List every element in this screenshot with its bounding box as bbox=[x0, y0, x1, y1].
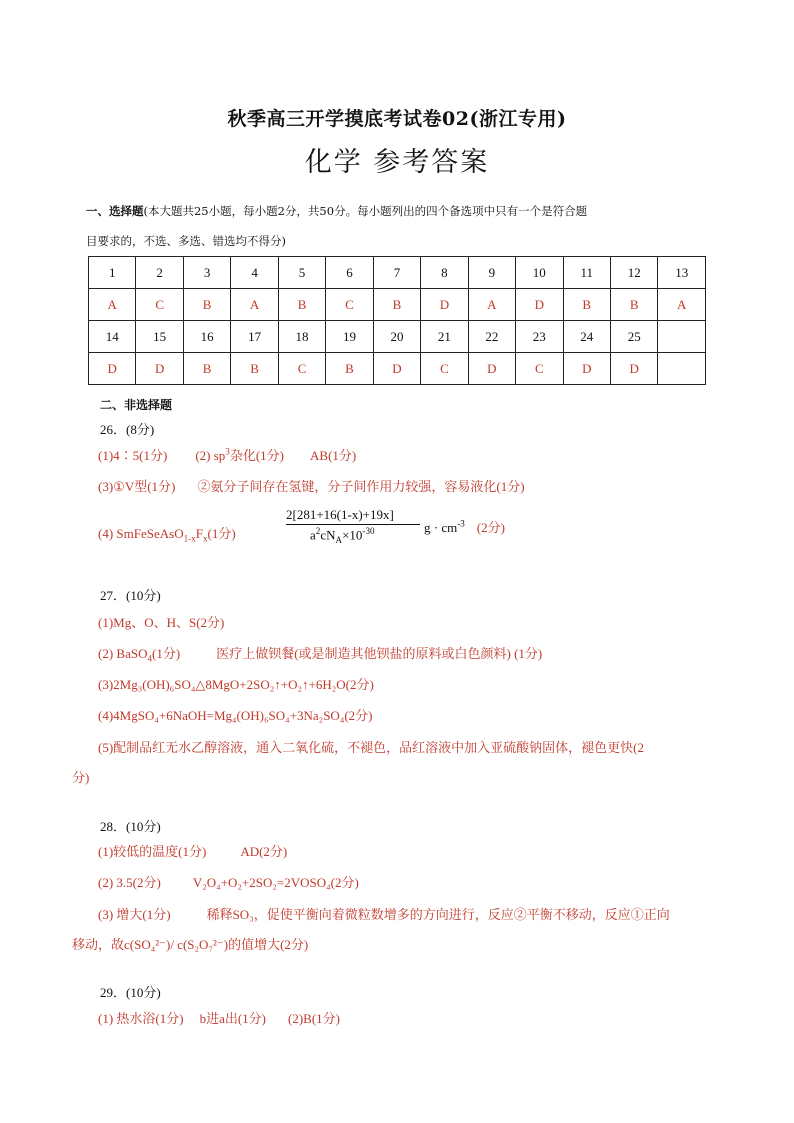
q27-line4: (4)4MgSO₄+6NaOH=Mg₄(OH)₆SO₄+3Na₂SO₄(2分) bbox=[98, 708, 373, 723]
question-number-row bbox=[89, 257, 706, 289]
answer-cell: A bbox=[658, 289, 706, 321]
q27-line3: (3)2Mg₃(OH)₆SO₄△8MgO+2SO₂↑+O₂↑+6H₂O(2分) bbox=[98, 677, 374, 692]
answer-cell: D bbox=[136, 353, 183, 385]
exam-title: 秋季高三开学摸底考试卷02(浙江专用) bbox=[227, 108, 567, 130]
question-number-cell: 11 bbox=[563, 257, 610, 289]
answer-cell: D bbox=[89, 353, 136, 385]
question-number-cell: 7 bbox=[373, 257, 420, 289]
answer-cell: D bbox=[373, 353, 420, 385]
answer-cell: A bbox=[231, 289, 278, 321]
answer-cell: B bbox=[231, 353, 278, 385]
question-number-cell: 12 bbox=[610, 257, 657, 289]
answer-cell: A bbox=[89, 289, 136, 321]
answer-row bbox=[89, 353, 706, 385]
question-number-cell: 21 bbox=[421, 321, 468, 353]
q26-line2 bbox=[98, 476, 525, 495]
formula-numerator: 2[281+16(1-x)+19x] bbox=[286, 507, 394, 522]
question-number-cell: 10 bbox=[516, 257, 563, 289]
question-number-cell: 5 bbox=[278, 257, 325, 289]
q27-line2: (2) BaSO$_4$(1分) 医疗上做钡餐(或是制造其他钡盐的原料或白色颜料) (1分) bbox=[98, 646, 543, 664]
answer-cell: C bbox=[326, 289, 373, 321]
q28-line4: 移动，故c(SO₄²⁻)/ c(S₂O₇²⁻)的值增大(2分) bbox=[72, 937, 309, 952]
q26-part3-2: ②氨分子间存在氢键，分子间作用力较强，容易液化(1分) bbox=[197, 479, 525, 494]
question-number-cell: 3 bbox=[183, 257, 230, 289]
answer-cell: B bbox=[610, 289, 657, 321]
question-number-cell: 19 bbox=[326, 321, 373, 353]
fraction-bar bbox=[286, 524, 420, 525]
q27-header: 27．(10分) bbox=[100, 588, 161, 603]
section1-intro-line2: 目要求的，不选、多选、错选均不得分) bbox=[86, 234, 286, 248]
question-number-cell: 9 bbox=[468, 257, 515, 289]
section1-heading: 一、选择题 bbox=[86, 204, 144, 218]
q29-line1: (1) 热水浴(1分) b进a出(1分) (2)B(1分) bbox=[98, 1011, 341, 1026]
answer-cell: D bbox=[610, 353, 657, 385]
answer-cell: A bbox=[468, 289, 515, 321]
q26-header: 26．(8分) bbox=[100, 422, 155, 437]
question-number-cell: 18 bbox=[278, 321, 325, 353]
question-number-cell: 4 bbox=[231, 257, 278, 289]
q26-part3-1: (3)①V型(1分) bbox=[98, 479, 176, 494]
q26-part2-ab: AB(1分) bbox=[310, 448, 357, 463]
question-number-cell: 22 bbox=[468, 321, 515, 353]
answer-cell: B bbox=[373, 289, 420, 321]
question-number-cell: 14 bbox=[89, 321, 136, 353]
q27-line1: (1)Mg、O、H、S(2分) bbox=[98, 615, 225, 630]
q27-part2-use: 医疗上做钡餐(或是制造其他钡盐的原料或白色颜料) (1分) bbox=[216, 646, 543, 661]
q27-line5-cont: 分) bbox=[72, 770, 90, 785]
answer-cell: B bbox=[563, 289, 610, 321]
question-number-cell: 17 bbox=[231, 321, 278, 353]
formula-denominator: $a^2cN_A\times 10^{-30}$ bbox=[310, 526, 375, 545]
q28-line3: (3) 增大(1分) 稀释SO₃，促使平衡向着微粒数增多的方向进行，反应②平衡不移动，反应①正向 bbox=[98, 907, 670, 922]
q28-line2: (2) 3.5(2分) V₂O₄+O₂+2SO₂=2VOSO₄(2分) bbox=[98, 875, 359, 890]
answer-cell: B bbox=[183, 289, 230, 321]
answer-cell: B bbox=[326, 353, 373, 385]
answer-cell: C bbox=[421, 353, 468, 385]
question-number-cell: 8 bbox=[421, 257, 468, 289]
answer-cell: B bbox=[183, 353, 230, 385]
section1-intro-line1 bbox=[86, 203, 726, 219]
q26-part2: (2) $sp^3$杂化(1分) bbox=[195, 446, 285, 463]
answer-cell: D bbox=[421, 289, 468, 321]
question-number-cell: 20 bbox=[373, 321, 420, 353]
question-number-cell: 6 bbox=[326, 257, 373, 289]
question-number-cell: 13 bbox=[658, 257, 706, 289]
formula-unit: $g \cdot cm^{-3}$ (2分) bbox=[424, 518, 505, 535]
answer-key-title: 化学 参考答案 bbox=[304, 147, 490, 178]
answer-cell: C bbox=[516, 353, 563, 385]
question-number-cell: 16 bbox=[183, 321, 230, 353]
question-number-cell: 24 bbox=[563, 321, 610, 353]
q28-line1: (1)较低的温度(1分) AD(2分) bbox=[98, 844, 288, 859]
question-number-cell: 23 bbox=[516, 321, 563, 353]
answer-cell: C bbox=[278, 353, 325, 385]
answer-row bbox=[89, 289, 706, 321]
q26-line3: (4) $SmFeSeAsO_{1-x}F_x(1$分) bbox=[98, 526, 236, 544]
question-number-cell: 1 bbox=[89, 257, 136, 289]
question-number-row bbox=[89, 321, 706, 353]
answer-table bbox=[88, 256, 706, 385]
q27-line5: (5)配制品红无水乙醇溶液，通入二氧化硫，不褪色，品红溶液中加入亚硫酸钠固体，褪色更快(2 bbox=[98, 740, 644, 755]
answer-cell: D bbox=[516, 289, 563, 321]
question-number-cell bbox=[658, 321, 706, 353]
question-number-cell: 25 bbox=[610, 321, 657, 353]
question-number-cell: 2 bbox=[136, 257, 183, 289]
answer-cell: D bbox=[468, 353, 515, 385]
answer-cell: C bbox=[136, 289, 183, 321]
answer-cell: B bbox=[278, 289, 325, 321]
q26-line1 bbox=[98, 445, 356, 464]
section2-heading: 二、非选择题 bbox=[100, 398, 173, 412]
q29-header: 29．(10分) bbox=[100, 985, 161, 1000]
answer-cell: D bbox=[563, 353, 610, 385]
answer-cell bbox=[658, 353, 706, 385]
q26-part1: (1)4∶5(1分) bbox=[98, 448, 168, 463]
q28-header: 28．(10分) bbox=[100, 819, 161, 834]
question-number-cell: 15 bbox=[136, 321, 183, 353]
section1-instructions: (本大题共25小题，每小题2分，共50分。每小题列出的四个备选项中只有一个是符合题 bbox=[143, 204, 588, 218]
